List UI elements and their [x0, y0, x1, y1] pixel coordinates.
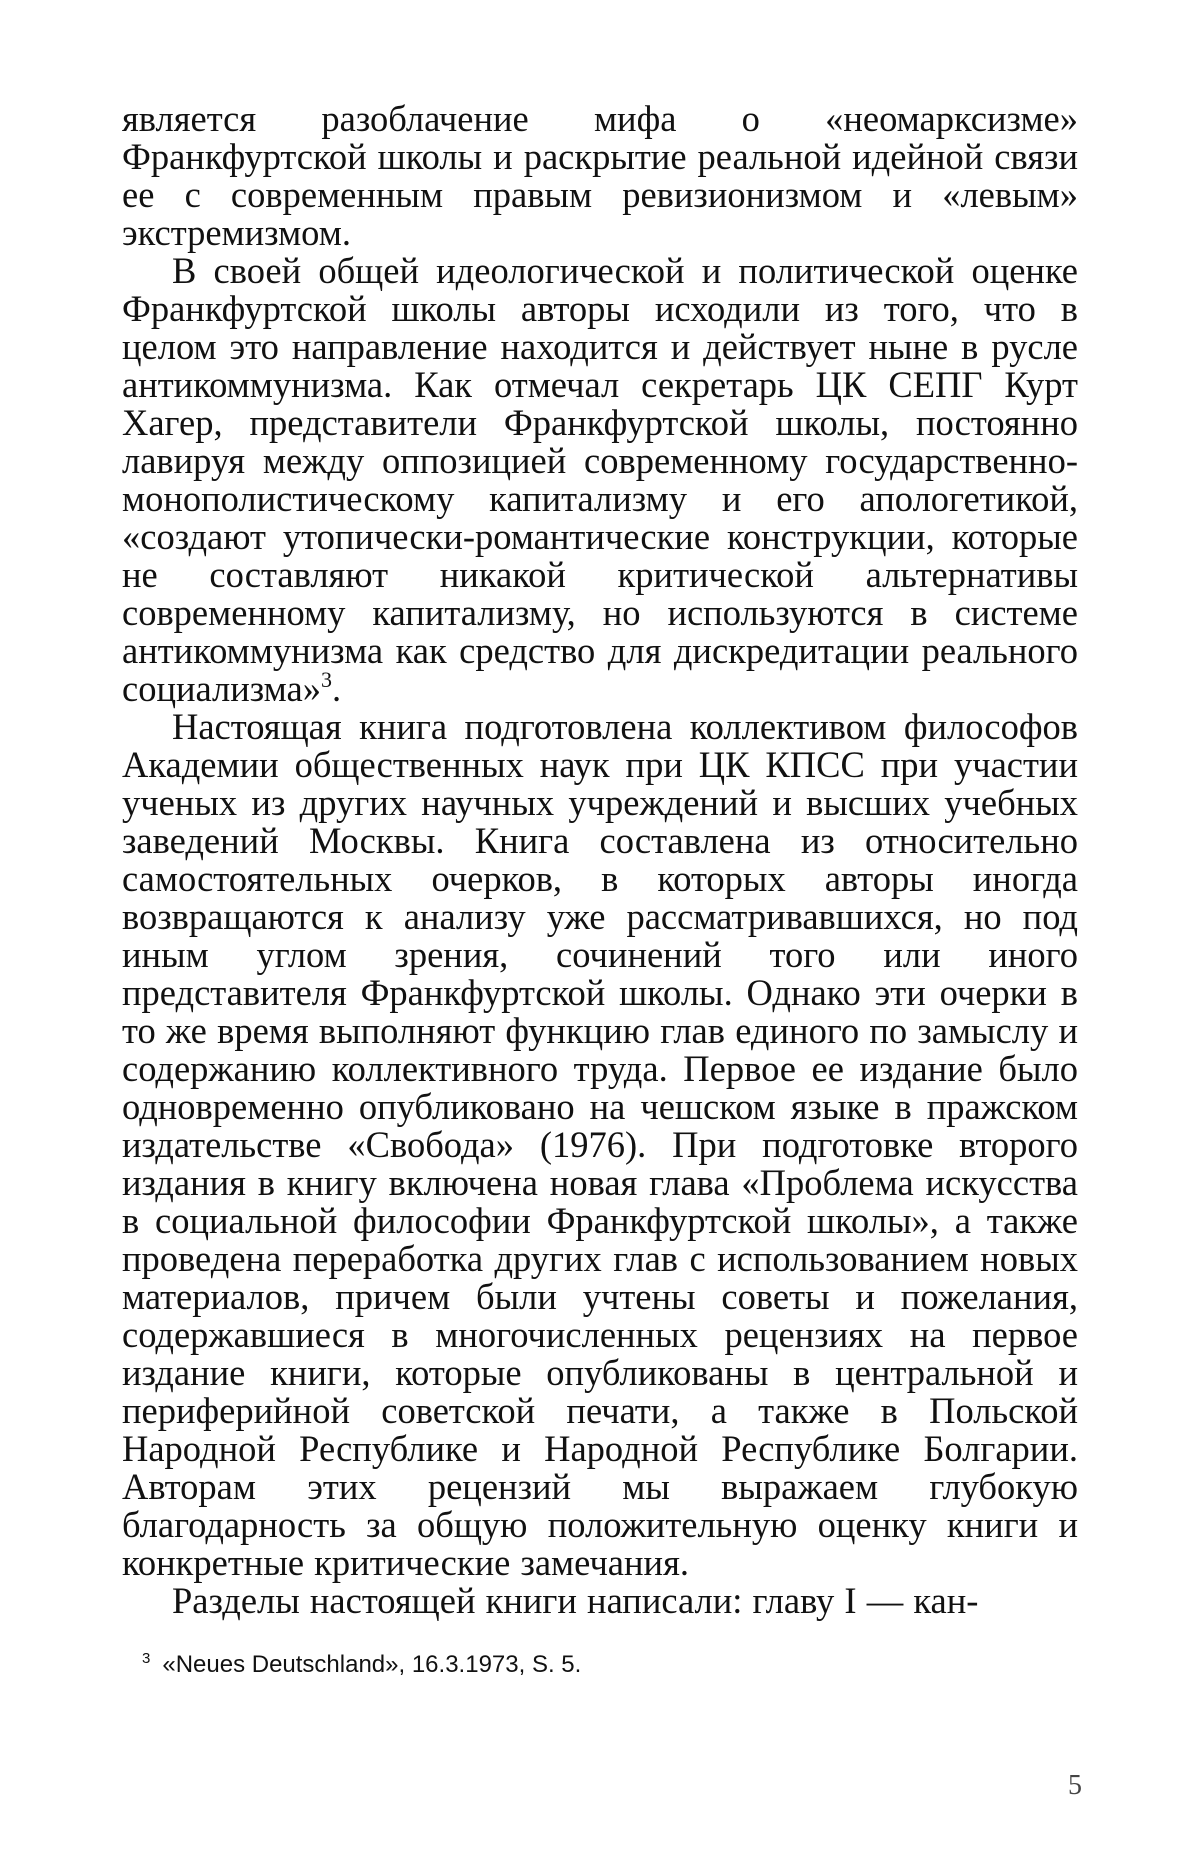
paragraph-2-text: В своей общей идеологической и политической оценке Франкфуртской школы авторы исходили из того, что в целом это направление находится и действует ныне в русле антикоммунизма. Как отмечал секретарь ЦК СЕПГ Курт Хагер, представители Франкфуртской школы, постоянно лавируя между оппозицией современному государственно-монополистическому капитализму и его апологетикой, «создают утопически-романтические конструкции, которые не составляют никакой критической альтернативы современному капитализму, но используются в системе антикоммунизма как средство для дискредитации реального социализма» [122, 250, 1078, 709]
paragraph-1: является разоблачение мифа о «неомарксизме» Франкфуртской школы и раскрытие реальной идейной связи ее с современным правым ревизионизмом и «левым» экстремизмом. [122, 98, 1078, 253]
paragraph-2-tail: . [332, 668, 342, 709]
paragraph-2 [122, 252, 1078, 708]
page-body [122, 100, 1078, 1620]
paragraph-4: Разделы настоящей книги написали: главу I — кан- [172, 1580, 979, 1621]
paragraph-3: Настоящая книга подготовлена коллективом философов Академии общественных наук при ЦК КПСС при участии ученых из других научных учреждений и высших учебных заведений Москвы. Книга составлена из относительно самостоятельных очерков, в которых авторы иногда возвращаются к анализу уже рассматривавшихся, но под иным углом зрения, сочинений того или иного представителя Франкфуртской школы. Однако эти очерки в то же время выполняют функцию глав единого по замыслу и содержанию коллективного труда. Первое ее издание было одновременно опубликовано на чешском языке в пражском издательстве «Свобода» (1976). При подготовке второго издания в книгу включена новая глава «Проблема искусства в социальной философии Франкфуртской школы», а также проведена переработка других глав с использованием новых материалов, причем были учтены советы и пожелания, содержавшиеся в многочисленных рецензиях на первое издание книги, которые опубликованы в центральной и периферийной советской печати, а также в Польской Народной Республике и Народной Республике Болгарии. Авторам этих рецензий мы выражаем глубокую благодарность за общую положительную оценку книги и конкретные критические замечания. [122, 706, 1078, 1583]
page-number: 5 [1068, 1770, 1082, 1801]
footnote-reference: 3 [321, 667, 332, 692]
footnote-mark: 3 [142, 1650, 151, 1667]
footnote [142, 1650, 1042, 1683]
footnote-text: «Neues Deutschland», 16.3.1973, S. 5. [162, 1651, 582, 1678]
